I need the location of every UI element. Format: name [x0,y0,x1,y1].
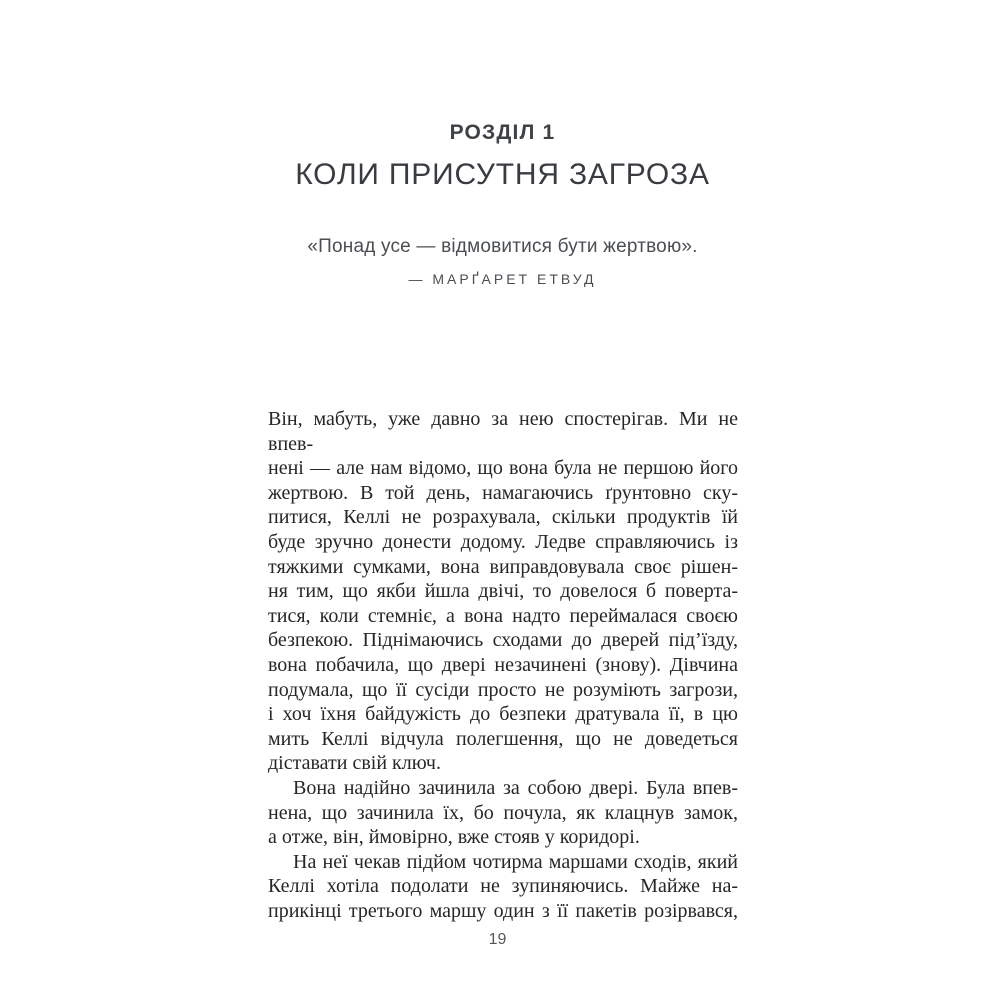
body-text-column [268,407,738,923]
body-line: питися, Келлі не розрахувала, скільки продуктів їй [268,506,738,529]
epigraph-quote: «Понад усе — відмовитися бути жертвою». [307,236,698,257]
body-line: На неї чекав підйом чотирма маршами сходів, який [293,850,738,873]
body-line: Келлі хотіла подолати не зупиняючись. Майже на- [268,875,738,898]
body-line: вона побачила, що двері незачинені (знову). Дівчина [268,653,738,676]
paragraph-3 [268,850,738,924]
chapter-title: КОЛИ ПРИСУТНЯ ЗАГРОЗА [295,158,710,191]
body-line: і хоч їхня байдужість до безпеки дратувала її, в цю [268,703,738,726]
body-line: діставати свій ключ. [268,752,441,775]
body-line: нені — але нам відомо, що вона була не першою його [268,457,738,480]
body-line: тяжкими сумками, вона виправдовувала своє рішен- [268,555,738,578]
body-line: подумала, що її сусіди просто не розуміють загрози, [268,678,738,701]
body-line: мить Келлі відчула полегшення, що не доведеться [268,727,738,750]
body-line: ня тим, що якби йшла двічі, то довелося б поверта- [268,580,738,603]
body-line: а отже, він, ймовірно, вже стояв у коридорі. [268,826,640,849]
body-line: Він, мабуть, уже давно за нею спостерігав. Ми не впев- [268,408,738,455]
body-line: прикінці третього маршу один з її пакетів розірвався, [268,899,738,922]
body-line: буде зручно донести додому. Ледве справляючись із [268,530,738,553]
chapter-number-label: РОЗДІЛ 1 [449,121,556,144]
body-line: безпекою. Піднімаючись сходами до дверей під’їзду, [268,629,738,652]
epigraph-attribution: — МАРҐАРЕТ ЕТВУД [408,271,597,287]
body-line: нена, що зачинила їх, бо почула, як клацнув замок, [268,801,738,824]
paragraph-1 [268,407,738,776]
body-line: тися, коли стемніє, а вона надто переймалася своєю [268,604,738,627]
page-number: 19 [488,931,507,948]
paragraph-2 [268,776,738,850]
body-line: жертвою. В той день, намагаючись ґрунтовно ску- [268,481,738,504]
body-line: Вона надійно зачинила за собою двері. Була впев- [293,776,738,799]
